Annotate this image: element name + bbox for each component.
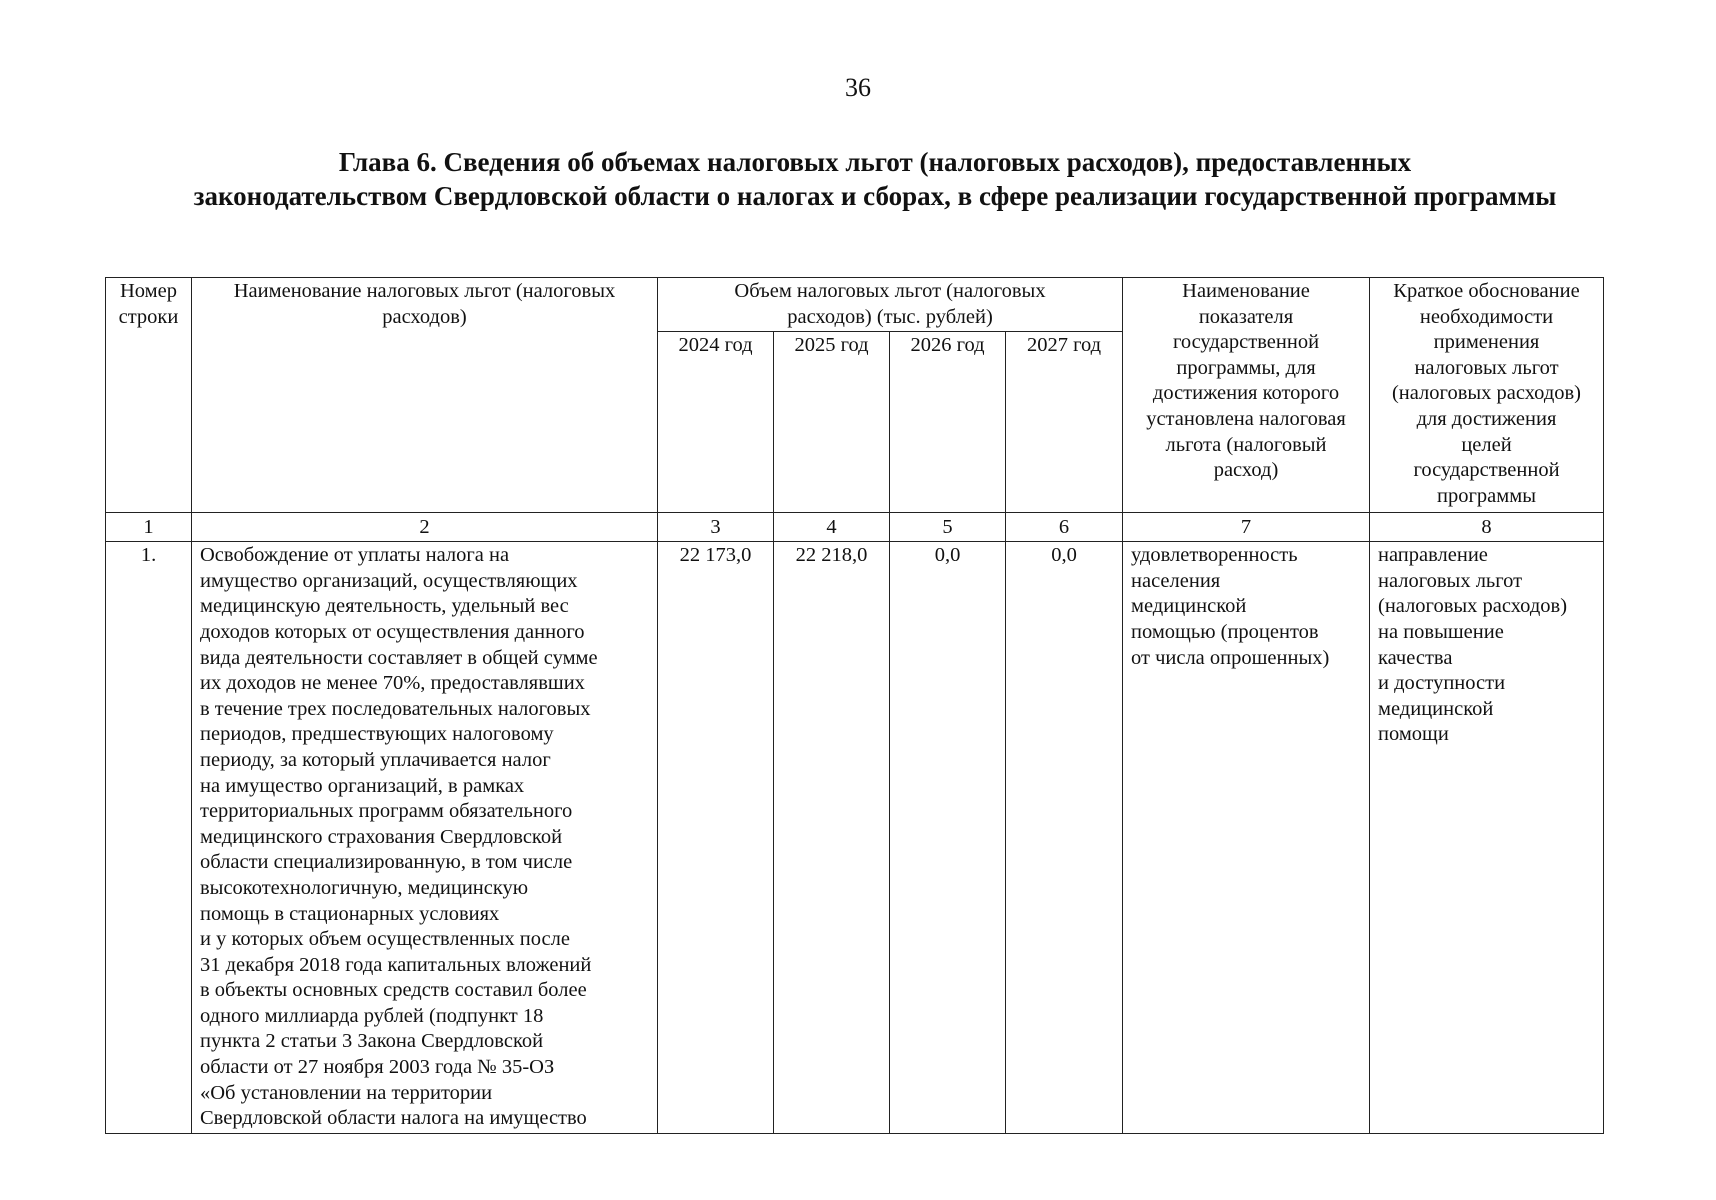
header-row-number: Номер строки [106,278,192,513]
value-2025: 22 218,0 [774,542,890,1134]
column-number: 2 [192,513,658,542]
column-number-row [106,513,1604,542]
title-line-2: законодательством Свердловской области о налогах и сборах, в сфере реализации государственной программы [193,181,1557,211]
header-year-2025: 2025 год [774,332,890,513]
row-number: 1. [106,542,192,1134]
header-year-2026: 2026 год [890,332,1006,513]
table-row [106,542,1604,1134]
tax-benefits-table [105,277,1604,1134]
value-2026: 0,0 [890,542,1006,1134]
justification-text: направление налоговых льгот (налоговых расходов) на повышение качества и доступности медицинской помощи [1370,542,1604,1134]
header-year-2027: 2027 год [1006,332,1123,513]
column-number: 6 [1006,513,1123,542]
column-number: 8 [1370,513,1604,542]
value-2027: 0,0 [1006,542,1123,1134]
header-volume: Объем налоговых льгот (налоговых расходов) (тыс. рублей) [658,278,1123,332]
column-number: 3 [658,513,774,542]
header-row-1 [106,278,1604,332]
title-line-1: Глава 6. Сведения об объемах налоговых льгот (налоговых расходов), предоставленных [338,147,1412,177]
page-number: 36 [845,73,871,102]
column-number: 5 [890,513,1006,542]
header-indicator: Наименование показателя государственной программы, для достижения которого установлена налоговая льгота (налоговый расход) [1123,278,1370,513]
column-number: 7 [1123,513,1370,542]
header-benefit-name: Наименование налоговых льгот (налоговых расходов) [192,278,658,513]
column-number: 1 [106,513,192,542]
column-number: 4 [774,513,890,542]
indicator-text: удовлетворенность населения медицинской помощью (процентов от числа опрошенных) [1123,542,1370,1134]
value-2024: 22 173,0 [658,542,774,1134]
header-justification: Краткое обоснование необходимости применения налоговых льгот (налоговых расходов) для достижения целей государственной программы [1370,278,1604,513]
page-title [150,145,1600,213]
benefit-description: Освобождение от уплаты налога на имущество организаций, осуществляющих медицинскую деятельность, удельный вес доходов которых от осуществления данного вида деятельности составляет в общей сумме их доходов не менее 70%, предоставлявших в течение трех последовательных налоговых периодов, предшествующих налоговому периоду, за который уплачивается налог на имущество организаций, в рамках территориальных программ обязательного медицинского страхования Свердловской области специализированную, в том числе высокотехнологичную, медицинскую помощь в стационарных условиях и у которых объем осуществленных после 31 декабря 2018 года капитальных вложений в объекты основных средств составил более одного миллиарда рублей (подпункт 18 пункта 2 статьи 3 Закона Свердловской области от 27 ноября 2003 года № 35-ОЗ «Об установлении на территории Свердловской области налога на имущество [192,542,658,1134]
header-year-2024: 2024 год [658,332,774,513]
